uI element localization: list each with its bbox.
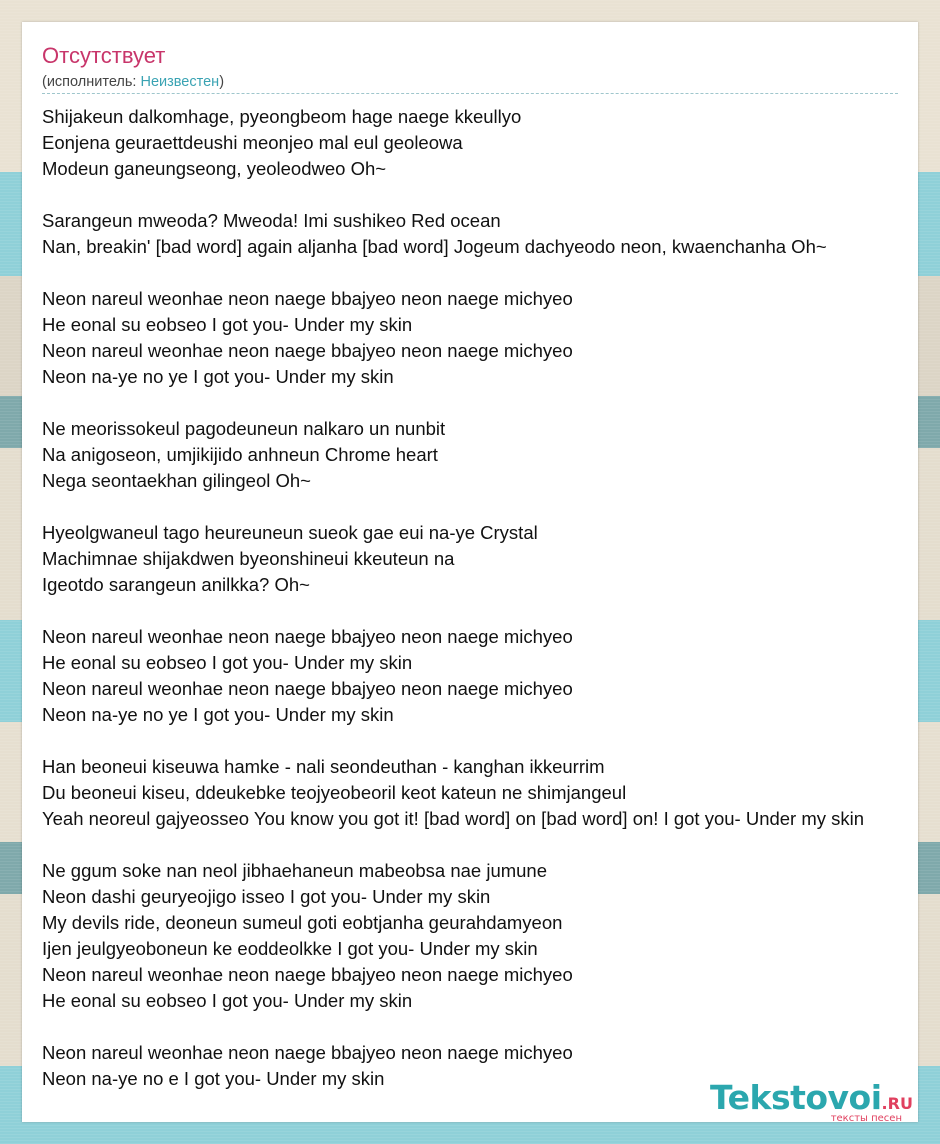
lyrics-list: [42, 104, 864, 1092]
lyric-line: Neon na-ye no e I got you- Under my skin: [42, 1068, 385, 1089]
logo-tagline: тексты песен: [830, 1113, 902, 1124]
lyric-line: Neon na-ye no ye I got you- Under my skin: [42, 704, 394, 725]
lyric-line: He eonal su eobseo I got you- Under my skin: [42, 314, 413, 335]
lyric-line: Neon nareul weonhae neon naege bbajyeo neon naege michyeo: [42, 340, 573, 361]
lyric-line: Sarangeun mweoda? Mweoda! Imi sushikeo Red ocean: [42, 210, 501, 231]
lyric-line: Modeun ganeungseong, yeoleodweo Oh~: [42, 158, 387, 179]
lyric-line: Neon nareul weonhae neon naege bbajyeo neon naege michyeo: [42, 678, 573, 699]
lyric-spacer: [42, 728, 864, 754]
title-divider: [42, 93, 898, 94]
artist-suffix: ): [219, 74, 225, 90]
artist-line: [42, 72, 224, 92]
logo-tld: .RU: [881, 1094, 913, 1113]
lyric-line: Hyeolgwaneul tago heureuneun sueok gae eui na-ye Crystal: [42, 522, 538, 543]
song-title: Отсутствует: [42, 43, 166, 68]
lyric-line: Igeotdo sarangeun anilkka? Oh~: [42, 574, 310, 595]
lyric-line: Shijakeun dalkomhage, pyeongbeom hage naege kkeullyo: [42, 106, 522, 127]
lyric-line: He eonal su eobseo I got you- Under my skin: [42, 990, 413, 1011]
lyric-spacer: [42, 1014, 864, 1040]
artist-link[interactable]: Неизвестен: [140, 74, 220, 90]
lyric-line: Neon dashi geuryeojigo isseo I got you- Under my skin: [42, 886, 491, 907]
lyric-spacer: [42, 494, 864, 520]
lyric-line: Neon na-ye no ye I got you- Under my skin: [42, 366, 394, 387]
lyric-line: He eonal su eobseo I got you- Under my skin: [42, 652, 413, 673]
lyric-line: Na anigoseon, umjikijido anhneun Chrome heart: [42, 444, 438, 465]
lyric-spacer: [42, 390, 864, 416]
lyric-line: My devils ride, deoneun sumeul goti eobtjanha geurahdamyeon: [42, 912, 563, 933]
lyric-spacer: [42, 598, 864, 624]
lyric-line: Machimnae shijakdwen byeonshineui kkeuteun na: [42, 548, 455, 569]
lyric-line: Han beoneui kiseuwa hamke - nali seondeuthan - kanghan ikkeurrim: [42, 756, 605, 777]
lyric-line: Neon nareul weonhae neon naege bbajyeo neon naege michyeo: [42, 288, 573, 309]
lyric-spacer: [42, 182, 864, 208]
lyric-line: Yeah neoreul gajyeosseo You know you got it! [bad word] on [bad word] on! I got you- Under my skin: [42, 808, 865, 829]
logo-name: Tekstovoi: [710, 1078, 882, 1117]
lyric-line: Neon nareul weonhae neon naege bbajyeo neon naege michyeo: [42, 1042, 573, 1063]
lyric-line: Nan, breakin' [bad word] again aljanha [bad word] Jogeum dachyeodo neon, kwaenchanha Oh~: [42, 236, 827, 257]
lyric-line: Neon nareul weonhae neon naege bbajyeo neon naege michyeo: [42, 964, 573, 985]
site-logo[interactable]: [710, 1078, 914, 1122]
lyric-line: Nega seontaekhan gilingeol Oh~: [42, 470, 311, 491]
lyric-line: Ne meorissokeul pagodeuneun nalkaro un nunbit: [42, 418, 446, 439]
lyric-spacer: [42, 832, 864, 858]
lyric-line: Neon nareul weonhae neon naege bbajyeo neon naege michyeo: [42, 626, 573, 647]
lyric-spacer: [42, 260, 864, 286]
lyrics-card: [22, 22, 918, 1122]
lyric-line: Du beoneui kiseu, ddeukebke teojyeobeoril keot kateun ne shimjangeul: [42, 782, 627, 803]
lyric-line: Ne ggum soke nan neol jibhaehaneun mabeobsa nae jumune: [42, 860, 548, 881]
artist-prefix: (исполнитель:: [42, 74, 141, 90]
lyric-line: Eonjena geuraettdeushi meonjeo mal eul geoleowa: [42, 132, 463, 153]
lyric-line: Ijen jeulgyeoboneun ke eoddeolkke I got you- Under my skin: [42, 938, 538, 959]
